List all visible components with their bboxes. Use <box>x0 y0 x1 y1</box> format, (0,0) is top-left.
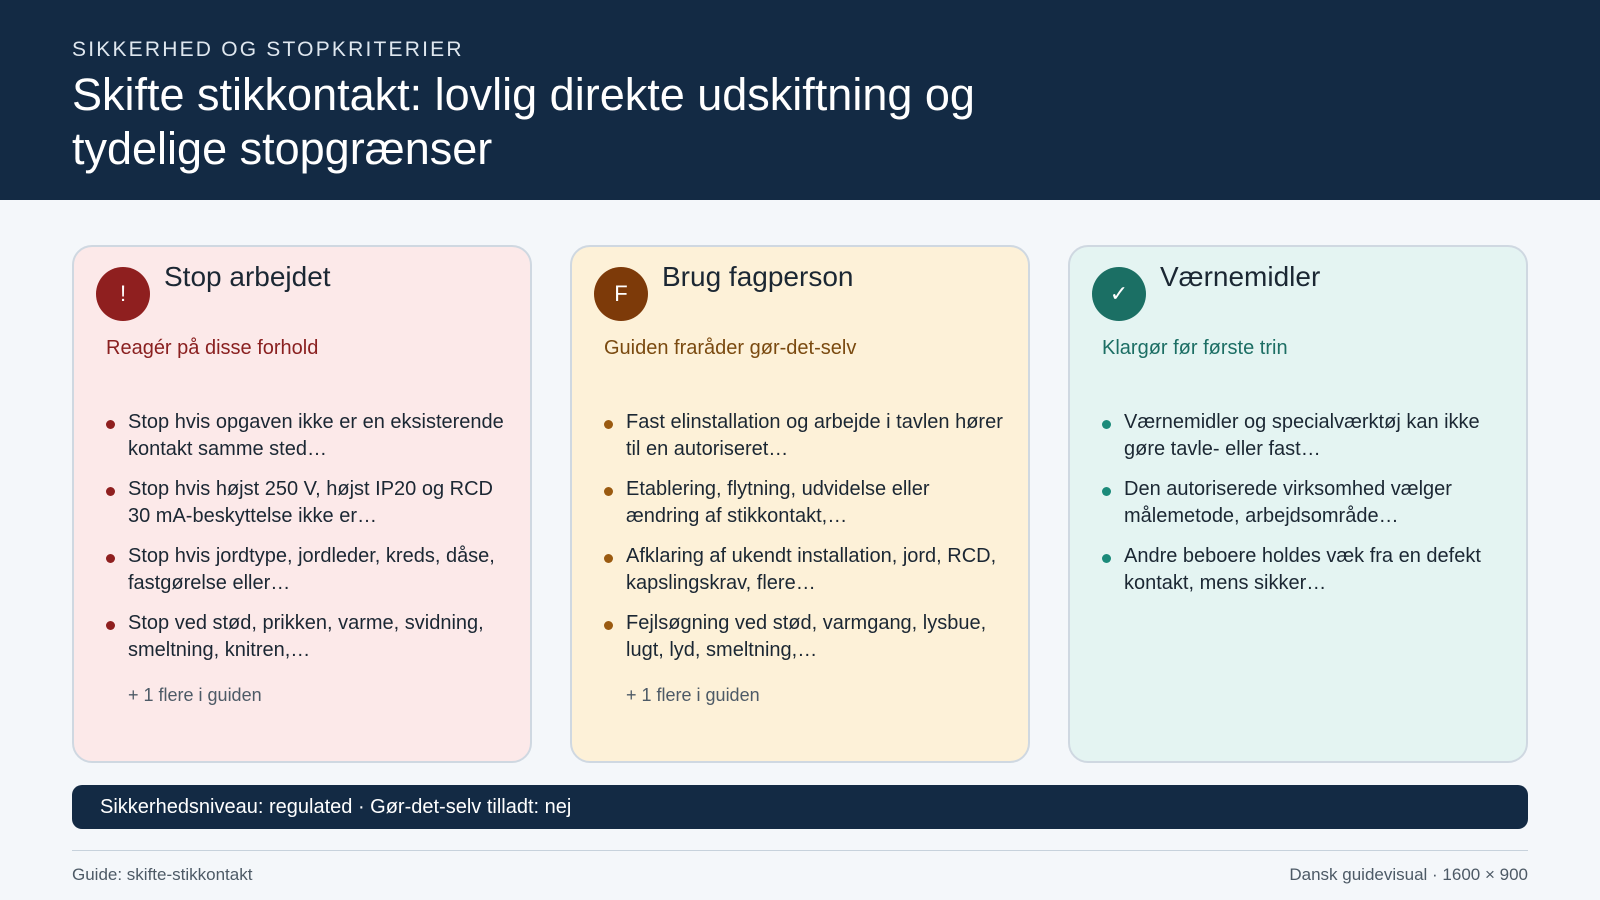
list-item: Afklaring af ukendt installation, jord, RCD, kapslingskrav, flere… <box>604 543 1004 597</box>
list-item: Den autoriserede virksomhed vælger målemetode, arbejdsområde… <box>1102 476 1502 530</box>
header-banner <box>0 0 1600 200</box>
card-item-list <box>106 409 506 677</box>
footer-divider <box>72 850 1528 851</box>
letter-f-icon: F <box>594 267 648 321</box>
list-item: Værnemidler og specialværktøj kan ikke gøre tavle- eller fast… <box>1102 409 1502 463</box>
card-title: Brug fagperson <box>662 261 854 292</box>
card-title: Værnemidler <box>1160 261 1321 292</box>
card-protective-equipment <box>1068 245 1528 763</box>
list-item: Fast elinstallation og arbejde i tavlen hører til en autoriseret… <box>604 409 1004 463</box>
card-item-list <box>1102 409 1502 610</box>
list-item: Etablering, flytning, udvidelse eller ændring af stikkontakt,… <box>604 476 1004 530</box>
section-eyebrow: SIKKERHED OG STOPKRITERIER <box>72 38 464 61</box>
list-item: Stop hvis højst 250 V, højst IP20 og RCD 30 mA-beskyttelse ikke er… <box>106 476 506 530</box>
page-title: Skifte stikkontakt: lovlig direkte udskiftning og tydelige stopgrænser <box>72 69 975 174</box>
list-item: Fejlsøgning ved stød, varmgang, lysbue, lugt, lyd, smeltning,… <box>604 610 1004 664</box>
more-in-guide-link[interactable]: + 1 flere i guiden <box>128 685 262 705</box>
safety-status-bar <box>72 785 1528 829</box>
list-item: Stop ved stød, prikken, varme, svidning, smeltning, knitren,… <box>106 610 506 664</box>
card-item-list <box>604 409 1004 677</box>
status-text: Sikkerhedsniveau: regulated · Gør-det-selv tilladt: nej <box>100 795 572 818</box>
card-subtitle: Guiden fraråder gør-det-selv <box>604 337 857 359</box>
exclamation-icon: ! <box>96 267 150 321</box>
footer-guide-slug: Guide: skifte-stikkontakt <box>72 865 253 884</box>
list-item: Stop hvis jordtype, jordleder, kreds, dåse, fastgørelse eller… <box>106 543 506 597</box>
card-subtitle: Klargør før første trin <box>1102 337 1288 359</box>
list-item: Stop hvis opgaven ikke er en eksisterende kontakt samme sted… <box>106 409 506 463</box>
checkmark-icon: ✓ <box>1092 267 1146 321</box>
card-stop-work <box>72 245 532 763</box>
card-use-professional <box>570 245 1030 763</box>
more-in-guide-link[interactable]: + 1 flere i guiden <box>626 685 760 705</box>
footer-meta: Dansk guidevisual · 1600 × 900 <box>1289 865 1528 884</box>
card-title: Stop arbejdet <box>164 261 331 292</box>
list-item: Andre beboere holdes væk fra en defekt kontakt, mens sikker… <box>1102 543 1502 597</box>
card-subtitle: Reagér på disse forhold <box>106 337 319 359</box>
